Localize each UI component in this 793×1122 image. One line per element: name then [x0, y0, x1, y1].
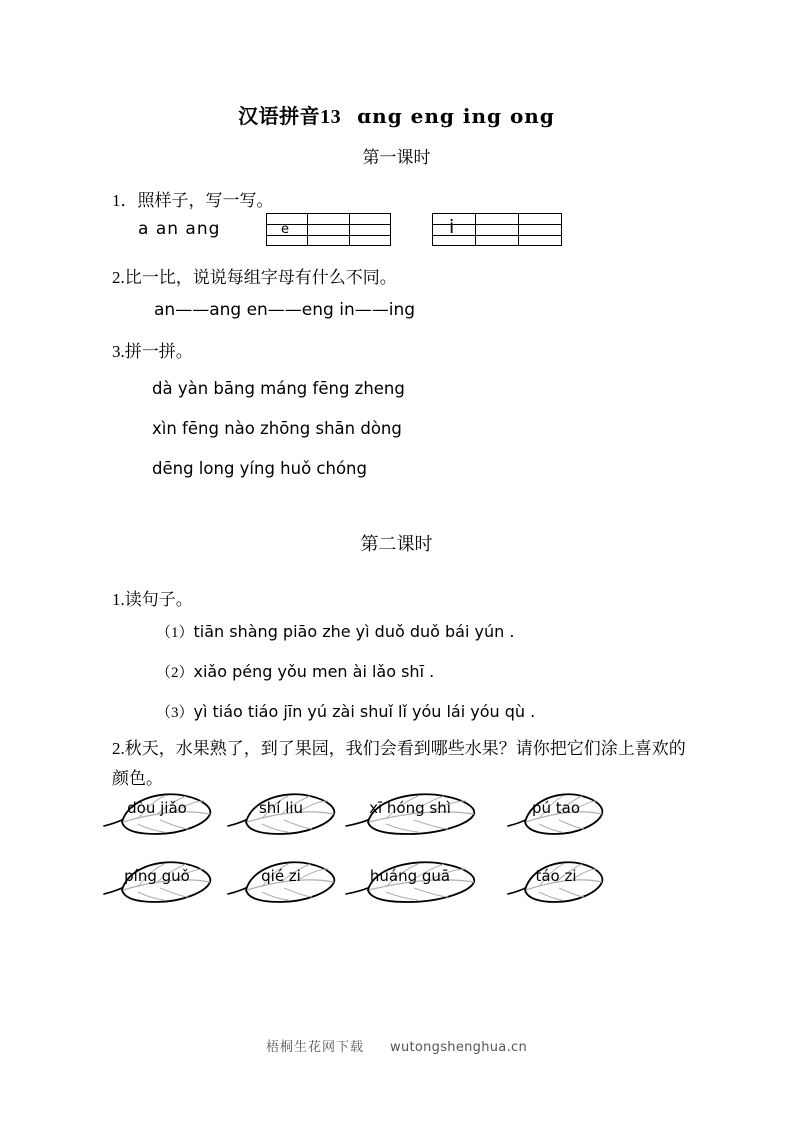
- leaf-qiezi[interactable]: [222, 854, 340, 906]
- sentence-index: （3）: [156, 705, 194, 721]
- title-finals: ɑng eng ing ong: [357, 104, 555, 128]
- sentence-pinyin: xiǎo péng yǒu men ài lǎo shī .: [193, 662, 435, 681]
- sentence-index: （1）: [156, 625, 194, 641]
- lesson1-q3-row1: dà yàn bāng máng fēng zheng: [152, 379, 405, 398]
- grid-cell[interactable]: [267, 214, 308, 245]
- lesson2-sentence-2: [156, 661, 434, 682]
- title-number: 13: [320, 106, 342, 128]
- sentence-pinyin: yì tiáo tiáo jīn yú zài shuǐ lǐ yóu lái yóu qù .: [193, 702, 536, 721]
- lesson2-heading: 第二课时: [360, 534, 433, 554]
- lesson1-q2-prompt: 2.比一比，说说每组字母有什么不同。: [112, 268, 397, 287]
- lesson1-heading: 第一课时: [362, 148, 431, 167]
- footer-site-url: wutongshenghua.cn: [390, 1040, 527, 1055]
- leaf-shiliu[interactable]: [222, 786, 340, 838]
- grid-glyph-e: e: [281, 221, 289, 237]
- leaf-taozi[interactable]: [504, 854, 608, 906]
- lesson1-q3-row2: xìn fēng nào zhōng shān dòng: [152, 419, 402, 438]
- leaf-label: huáng guā: [369, 867, 451, 885]
- leaf-label: xī hóng shì: [369, 799, 451, 817]
- sentence-index: （2）: [156, 665, 194, 681]
- lesson2-q1-prompt: 1.读句子。: [112, 590, 193, 609]
- grid-line: [350, 235, 390, 236]
- leaf-xihongshi[interactable]: [340, 786, 480, 838]
- leaf-label: pú tao: [531, 799, 581, 817]
- leaf-label: qié zi: [261, 867, 301, 885]
- grid-cell[interactable]: [350, 214, 390, 245]
- grid-glyph-i: i: [449, 216, 455, 238]
- writing-grid-e[interactable]: [266, 213, 391, 246]
- leaf-huanggua[interactable]: [340, 854, 480, 906]
- lesson2-q2-prompt: 2.秋天，水果熟了，到了果园，我们会看到哪些水果？请你把它们涂上喜欢的颜色。: [112, 739, 686, 788]
- leaf-label: dòu jiǎo: [127, 799, 187, 817]
- grid-line: [476, 224, 518, 225]
- grid-line: [308, 224, 348, 225]
- lesson1-q2-pairs: an——ang en——eng in——ing: [154, 300, 416, 320]
- grid-line: [519, 235, 561, 236]
- leaf-label: shí liu: [258, 799, 304, 817]
- lesson1-q1-prompt: 1．照样子，写一写。: [112, 191, 274, 210]
- lesson1-q3-prompt: 3.拼一拼。: [112, 342, 193, 361]
- grid-line: [519, 224, 561, 225]
- grid-cell[interactable]: [476, 214, 519, 245]
- leaf-label: táo zi: [535, 867, 577, 885]
- lesson2-sentence-3: [156, 701, 535, 722]
- lesson1-q1-example: a an ang: [138, 219, 221, 239]
- leaf-putao[interactable]: [504, 786, 608, 838]
- sentence-pinyin: tiān shàng piāo zhe yì duǒ duǒ bái yún .: [193, 622, 515, 641]
- grid-line: [350, 224, 390, 225]
- grid-cell[interactable]: [308, 214, 349, 245]
- writing-grid-i[interactable]: [432, 213, 562, 246]
- leaf-pingguo[interactable]: [98, 854, 216, 906]
- title-chinese: 汉语拼音: [238, 106, 321, 128]
- grid-line: [308, 235, 348, 236]
- leaf-label: píng guǒ: [124, 867, 190, 885]
- leaf-doujiao[interactable]: [98, 786, 216, 838]
- lesson1-q3-row3: dēng long yíng huǒ chóng: [152, 459, 367, 478]
- page-title: [0, 100, 793, 129]
- grid-line: [476, 235, 518, 236]
- grid-cell[interactable]: [519, 214, 561, 245]
- grid-cell[interactable]: [433, 214, 476, 245]
- footer-site-name: 梧桐生花网下载: [266, 1039, 365, 1054]
- footer: [0, 1036, 793, 1055]
- lesson2-sentence-1: [156, 621, 514, 642]
